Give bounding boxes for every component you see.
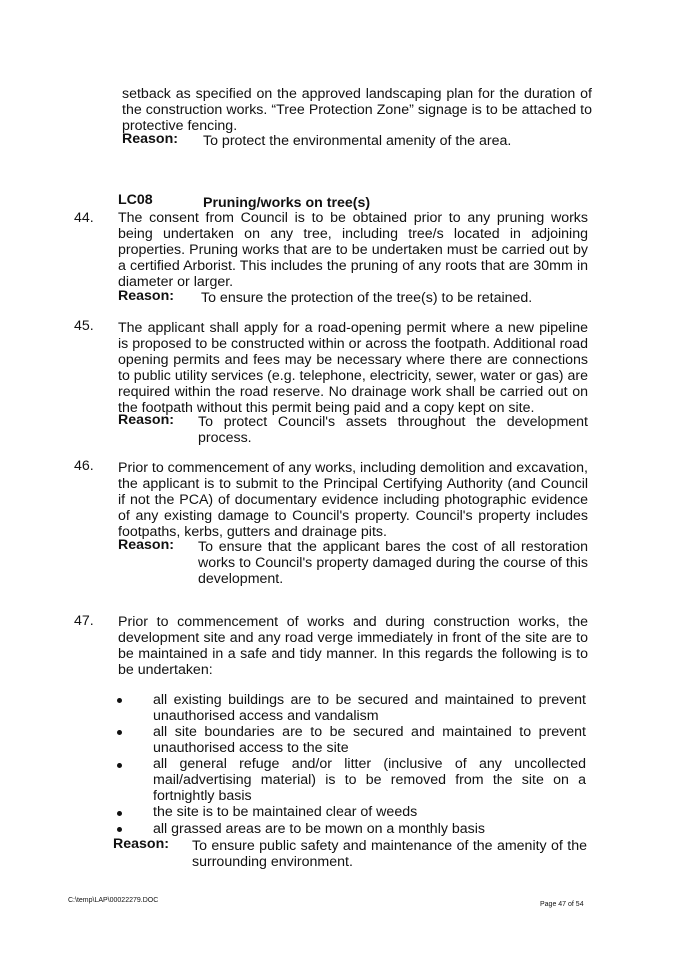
bullet-icon [117, 730, 122, 735]
bullet-icon [117, 763, 122, 768]
bullet-item: the site is to be maintained clear of weeds [153, 804, 418, 820]
condition-reason-text-44: To ensure the protection of the tree(s) to be retained. [201, 290, 533, 306]
condition-reason-label-44: Reason: [118, 288, 174, 304]
condition-reason-label-46: Reason: [118, 537, 174, 553]
condition-text-44: The consent from Council is to be obtained prior to any pruning works being undertaken on any tree, including tree/s located in adjoining properties. Pruning works that are to be undertaken must be carried out by a certified Arborist. This includes the pruning of any roots that are 30mm in diameter or larger. [118, 210, 588, 290]
bullet-item: all grassed areas are to be mown on a monthly basis [153, 821, 486, 837]
bullet-item: all site boundaries are to be secured and maintained to prevent unauthorised access to the site [153, 724, 586, 756]
condition-text-45: The applicant shall apply for a road-opening permit where a new pipeline is proposed to be constructed within or across the footpath. Additional road opening permits and fees may be necessary where there are connections to public utility services (e.g. telephone, electricity, sewer, water or gas) are required within the road reserve. No drainage work shall be carried out on the footpath without this permit being paid and a copy kept on site. [118, 320, 588, 416]
condition-reason-text-46: To ensure that the applicant bares the cost of all restoration works to Council's property damaged during the course of this development. [198, 539, 588, 587]
condition-reason-label-47: Reason: [113, 836, 169, 852]
footer-file-path: C:\temp\LAP\00022279.DOC [68, 897, 159, 904]
bullet-icon [117, 827, 122, 832]
footer-page-number: Page 47 of 54 [540, 901, 584, 908]
condition-number-45: 45. [74, 318, 94, 334]
condition-text-46: Prior to commencement of any works, including demolition and excavation, the applicant is to submit to the Principal Certifying Authority (and Council if not the PCA) of documentary evidence including photographic evidence of any existing damage to Council's property. Council's property includes footpaths, kerbs, gutters and drainage pits. [118, 460, 588, 540]
bullet-item: all existing buildings are to be secured and maintained to prevent unauthorised access and vandalism [153, 692, 586, 724]
section-code: LC08 [118, 192, 153, 208]
condition-reason-text-47: To ensure public safety and maintenance of the amenity of the surrounding environment. [192, 838, 587, 870]
condition-number-46: 46. [74, 458, 94, 474]
condition-text-47: Prior to commencement of works and during construction works, the development site and any road verge immediately in front of the site are to be maintained in a safe and tidy manner. In this regards the following is to be undertaken: [118, 614, 588, 678]
bullet-icon [117, 811, 122, 816]
condition-reason-text-45: To protect Council's assets throughout the development process. [198, 414, 588, 446]
condition-number-47: 47. [74, 613, 94, 629]
intro-reason-text: To protect the environmental amenity of the area. [203, 133, 512, 149]
section-title: Pruning/works on tree(s) [203, 195, 371, 211]
condition-reason-label-45: Reason: [118, 412, 174, 428]
bullet-icon [117, 698, 122, 703]
intro-reason-label: Reason: [122, 131, 178, 147]
intro-paragraph: setback as specified on the approved landscaping plan for the duration of the construction works. “Tree Protection Zone” signage is to be attached to protective fencing. [122, 86, 592, 134]
condition-number-44: 44. [74, 210, 94, 226]
bullet-item: all general refuge and/or litter (inclusive of any uncollected mail/advertising material) is to be removed from the site on a fortnightly basis [153, 756, 586, 804]
